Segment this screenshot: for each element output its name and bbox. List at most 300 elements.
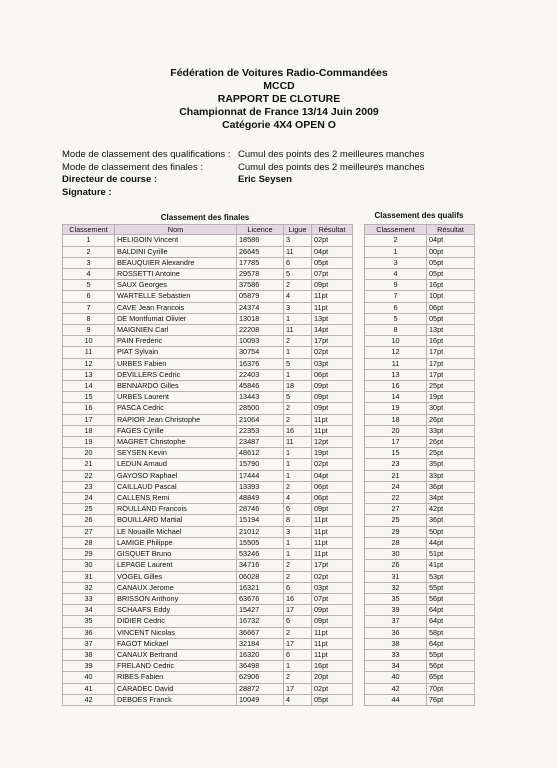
- meta-value: Cumul des points des 2 meilleures manches: [238, 149, 425, 160]
- qualifs-cell: 51pt: [427, 549, 475, 560]
- finals-cell: 16321: [237, 582, 284, 593]
- finals-cell: 20: [63, 448, 115, 459]
- qualifs-cell: 5: [365, 313, 427, 324]
- qualifs-cell: 34pt: [427, 493, 475, 504]
- qualifs-cell: 19pt: [427, 392, 475, 403]
- finals-cell: 53246: [237, 549, 284, 560]
- finals-cell: 36667: [237, 627, 284, 638]
- table-row: [365, 459, 475, 470]
- finals-cell: 05879: [237, 291, 284, 302]
- table-row: [365, 493, 475, 504]
- finals-cell: 1: [284, 448, 312, 459]
- finals-cell: URBES Fabien: [115, 358, 237, 369]
- finals-cell: 11: [63, 347, 115, 358]
- qualifs-cell: 1: [365, 246, 427, 257]
- finals-cell: 8: [63, 313, 115, 324]
- qualifs-cell: 26pt: [427, 414, 475, 425]
- qualifs-cell: 2: [365, 235, 427, 246]
- table-row: [63, 235, 353, 246]
- qualifs-cell: 26: [365, 560, 427, 571]
- finals-cell: 2: [284, 560, 312, 571]
- table-row: [63, 425, 353, 436]
- meta-label: Mode de classement des qualifications :: [62, 149, 231, 160]
- finals-cell: URBES Laurent: [115, 392, 237, 403]
- qualifs-cell: 31: [365, 571, 427, 582]
- finals-cell: RAPIOR Jean Christophe: [115, 414, 237, 425]
- meta-value: Eric Seysen: [238, 174, 292, 185]
- qualifs-cell: 36pt: [427, 515, 475, 526]
- table-row: [63, 414, 353, 425]
- qualifs-cell: 53pt: [427, 571, 475, 582]
- finals-cell: 2: [284, 336, 312, 347]
- finals-cell: PASCA Cedric: [115, 403, 237, 414]
- finals-cell: DIDIER Cedric: [115, 616, 237, 627]
- qualifs-cell: 05pt: [427, 313, 475, 324]
- qualifs-cell: 05pt: [427, 269, 475, 280]
- table-row: [365, 392, 475, 403]
- qualifs-cell: 23: [365, 459, 427, 470]
- finals-cell: 11: [284, 246, 312, 257]
- finals-cell: 07pt: [312, 269, 353, 280]
- finals-cell: 1: [63, 235, 115, 246]
- table-row: [365, 313, 475, 324]
- finals-cell: CANAUX Jerome: [115, 582, 237, 593]
- table-row: [63, 537, 353, 548]
- table-row: [63, 582, 353, 593]
- finals-cell: 11pt: [312, 425, 353, 436]
- finals-cell: CANAUX Bertrand: [115, 649, 237, 660]
- finals-cell: 24374: [237, 302, 284, 313]
- finals-cell: 3: [63, 257, 115, 268]
- table-row: [365, 235, 475, 246]
- qualifs-cell: 15: [365, 448, 427, 459]
- table-row: [365, 425, 475, 436]
- meta-label: Signature :: [62, 186, 112, 198]
- finals-cell: BRISSON Anthony: [115, 593, 237, 604]
- qualifs-cell: 9: [365, 280, 427, 291]
- finals-cell: 11pt: [312, 291, 353, 302]
- finals-caption: Classement des finales: [160, 213, 250, 222]
- finals-cell: ROULLAND Francois: [115, 504, 237, 515]
- finals-cell: 09pt: [312, 403, 353, 414]
- finals-cell: 1: [284, 347, 312, 358]
- race-metadata: [62, 149, 424, 199]
- finals-cell: 45846: [237, 381, 284, 392]
- finals-cell: HELIGOIN Vincent: [115, 235, 237, 246]
- finals-cell: 28872: [237, 683, 284, 694]
- qualifs-cell: 40: [365, 672, 427, 683]
- qualifs-cell: 06pt: [427, 302, 475, 313]
- table-row: [365, 291, 475, 302]
- qualifs-cell: 36: [365, 627, 427, 638]
- table-row: [365, 515, 475, 526]
- finals-cell: 17: [284, 605, 312, 616]
- finals-cell: 11pt: [312, 526, 353, 537]
- finals-cell: 14pt: [312, 325, 353, 336]
- finals-cell: 19: [63, 437, 115, 448]
- finals-cell: 2: [284, 414, 312, 425]
- qualifs-cell: 24: [365, 481, 427, 492]
- qualifs-cell: 19: [365, 403, 427, 414]
- table-row: [63, 493, 353, 504]
- qualifs-cell: 76pt: [427, 694, 475, 705]
- qualifs-caption: Classement des qualifs: [374, 211, 464, 220]
- qualifs-cell: 44: [365, 694, 427, 705]
- finals-cell: 18: [63, 425, 115, 436]
- qualifs-cell: 22: [365, 493, 427, 504]
- table-row: [365, 661, 475, 672]
- finals-cell: LEDUN Arnaud: [115, 459, 237, 470]
- qualifs-cell: 42: [365, 683, 427, 694]
- finals-cell: LEPAGE Laurent: [115, 560, 237, 571]
- finals-cell: 19pt: [312, 448, 353, 459]
- table-row: [365, 537, 475, 548]
- table-row: [63, 403, 353, 414]
- table-row: [63, 683, 353, 694]
- table-row: [63, 672, 353, 683]
- finals-cell: 18586: [237, 235, 284, 246]
- finals-cell: VOGEL Gilles: [115, 571, 237, 582]
- finals-cell: 16: [284, 593, 312, 604]
- meta-row: [62, 174, 424, 187]
- finals-cell: 32184: [237, 638, 284, 649]
- qualifs-cell: 04pt: [427, 235, 475, 246]
- finals-cell: 2: [284, 672, 312, 683]
- finals-cell: 25: [63, 504, 115, 515]
- finals-cell: 2: [284, 571, 312, 582]
- finals-cell: 26645: [237, 246, 284, 257]
- federation-title: Fédération de Voitures Radio-Commandées: [170, 67, 388, 79]
- finals-cell: 09pt: [312, 392, 353, 403]
- finals-cell: 24: [63, 493, 115, 504]
- table-row: [365, 414, 475, 425]
- finals-cell: GAYOSO Raphael: [115, 470, 237, 481]
- qualifs-cell: 70pt: [427, 683, 475, 694]
- finals-cell: 36498: [237, 661, 284, 672]
- finals-cell: 6: [284, 504, 312, 515]
- finals-cell: 14: [63, 381, 115, 392]
- finals-cell: 11pt: [312, 649, 353, 660]
- qualifs-cell: 16pt: [427, 336, 475, 347]
- finals-cell: 17pt: [312, 336, 353, 347]
- finals-cell: 18: [284, 381, 312, 392]
- finals-cell: 15: [63, 392, 115, 403]
- table-row: [63, 560, 353, 571]
- finals-cell: 41: [63, 683, 115, 694]
- table-row: [63, 381, 353, 392]
- table-row: [365, 605, 475, 616]
- finals-cell: 4: [284, 291, 312, 302]
- table-row: [365, 649, 475, 660]
- finals-cell: DE Montfumat Olivier: [115, 313, 237, 324]
- finals-cell: CALLENS Remi: [115, 493, 237, 504]
- finals-cell: 1: [284, 537, 312, 548]
- table-row: [365, 336, 475, 347]
- finals-cell: 2: [284, 481, 312, 492]
- table-row: [63, 302, 353, 313]
- table-row: [365, 358, 475, 369]
- qualifs-cell: 25: [365, 515, 427, 526]
- table-row: [63, 593, 353, 604]
- finals-cell: FRELAND Cedric: [115, 661, 237, 672]
- table-row: [63, 661, 353, 672]
- table-row: [365, 694, 475, 705]
- finals-cell: 17: [284, 638, 312, 649]
- table-row: [63, 470, 353, 481]
- table-row: [365, 280, 475, 291]
- finals-cell: SAUX Georges: [115, 280, 237, 291]
- table-row: [63, 448, 353, 459]
- qualifs-cell: 58pt: [427, 627, 475, 638]
- finals-cell: 6: [284, 582, 312, 593]
- table-row: [365, 481, 475, 492]
- table-row: [63, 694, 353, 705]
- qualifs-cell: 21: [365, 470, 427, 481]
- finals-cell: 21064: [237, 414, 284, 425]
- finals-cell: 22208: [237, 325, 284, 336]
- finals-cell: 2: [284, 627, 312, 638]
- document-header: [0, 66, 558, 132]
- qualifs-cell: 37: [365, 616, 427, 627]
- table-row: [63, 627, 353, 638]
- table-row: [63, 616, 353, 627]
- table-row: [63, 325, 353, 336]
- finals-cell: BOUILLARD Martial: [115, 515, 237, 526]
- finals-cell: 20pt: [312, 672, 353, 683]
- finals-cell: 16: [63, 403, 115, 414]
- finals-cell: 32: [63, 582, 115, 593]
- finals-cell: MAGRET Christophe: [115, 437, 237, 448]
- finals-cell: 10: [63, 336, 115, 347]
- qualifs-cell: 10pt: [427, 291, 475, 302]
- qualifs-column-header: Résultat: [427, 225, 475, 235]
- finals-cell: 6: [284, 257, 312, 268]
- category-title: Catégorie 4X4 OPEN O: [222, 119, 336, 131]
- finals-cell: 17785: [237, 257, 284, 268]
- finals-cell: 13: [63, 369, 115, 380]
- finals-cell: 6: [63, 291, 115, 302]
- qualifs-cell: 65pt: [427, 672, 475, 683]
- finals-cell: DEVILLERS Cedric: [115, 369, 237, 380]
- table-row: [63, 291, 353, 302]
- table-row: [63, 358, 353, 369]
- table-row: [63, 437, 353, 448]
- finals-cell: RIBES Fabien: [115, 672, 237, 683]
- finals-cell: SEYSEN Kevin: [115, 448, 237, 459]
- table-row: [365, 504, 475, 515]
- qualifs-cell: 17pt: [427, 347, 475, 358]
- finals-cell: 13pt: [312, 313, 353, 324]
- table-row: [63, 246, 353, 257]
- finals-cell: 42: [63, 694, 115, 705]
- qualifs-cell: 55pt: [427, 582, 475, 593]
- table-row: [63, 392, 353, 403]
- qualifs-cell: 33pt: [427, 425, 475, 436]
- table-row: [63, 571, 353, 582]
- finals-cell: 30: [63, 560, 115, 571]
- finals-cell: PAIN Frederic: [115, 336, 237, 347]
- finals-cell: CAILLAUD Pascal: [115, 481, 237, 492]
- finals-cell: 03pt: [312, 582, 353, 593]
- qualifs-cell: 34: [365, 661, 427, 672]
- finals-cell: DEBOES Franck: [115, 694, 237, 705]
- finals-column-header: Résultat: [312, 225, 353, 235]
- finals-cell: 3: [284, 302, 312, 313]
- table-row: [63, 649, 353, 660]
- finals-cell: 11pt: [312, 414, 353, 425]
- championship-title: Championnat de France 13/14 Juin 2009: [179, 106, 379, 118]
- qualifs-cell: 3: [365, 257, 427, 268]
- finals-cell: 05pt: [312, 694, 353, 705]
- finals-cell: 02pt: [312, 683, 353, 694]
- meta-label: Directeur de course :: [62, 174, 158, 185]
- club-name: MCCD: [263, 80, 295, 92]
- qualifs-cell: 56pt: [427, 593, 475, 604]
- finals-cell: 16376: [237, 358, 284, 369]
- finals-cell: 21: [63, 459, 115, 470]
- table-row: [63, 638, 353, 649]
- table-row: [365, 325, 475, 336]
- table-row: [365, 593, 475, 604]
- finals-cell: 37586: [237, 280, 284, 291]
- finals-cell: 11pt: [312, 627, 353, 638]
- qualifs-cell: 30pt: [427, 403, 475, 414]
- finals-cell: 1: [284, 549, 312, 560]
- finals-cell: 11: [284, 437, 312, 448]
- qualifs-cell: 64pt: [427, 605, 475, 616]
- finals-cell: FAGOT Mickael: [115, 638, 237, 649]
- qualifs-cell: 41pt: [427, 560, 475, 571]
- table-row: [63, 369, 353, 380]
- finals-cell: PIAT Sylvain: [115, 347, 237, 358]
- meta-label: Mode de classement des finales :: [62, 161, 203, 173]
- finals-cell: 09pt: [312, 605, 353, 616]
- finals-cell: 33: [63, 593, 115, 604]
- table-row: [365, 549, 475, 560]
- finals-cell: 16: [284, 425, 312, 436]
- finals-cell: 02pt: [312, 235, 353, 246]
- finals-cell: 03pt: [312, 358, 353, 369]
- finals-cell: 34: [63, 605, 115, 616]
- finals-cell: 23487: [237, 437, 284, 448]
- qualifs-table: [364, 224, 475, 706]
- table-row: [63, 605, 353, 616]
- table-row: [63, 459, 353, 470]
- qualifs-cell: 33pt: [427, 470, 475, 481]
- finals-cell: 07pt: [312, 593, 353, 604]
- finals-cell: 62906: [237, 672, 284, 683]
- table-row: [365, 672, 475, 683]
- finals-cell: 12: [63, 358, 115, 369]
- finals-cell: 9: [63, 325, 115, 336]
- qualifs-cell: 13pt: [427, 325, 475, 336]
- finals-cell: 09pt: [312, 280, 353, 291]
- qualifs-cell: 32: [365, 582, 427, 593]
- qualifs-cell: 27: [365, 504, 427, 515]
- qualifs-cell: 28: [365, 537, 427, 548]
- finals-cell: 26: [63, 515, 115, 526]
- finals-cell: 16pt: [312, 661, 353, 672]
- report-title: RAPPORT DE CLOTURE: [217, 93, 341, 105]
- finals-cell: 1: [284, 369, 312, 380]
- finals-cell: 4: [284, 694, 312, 705]
- qualifs-cell: 16pt: [427, 280, 475, 291]
- finals-cell: 5: [284, 358, 312, 369]
- meta-row: [62, 149, 424, 162]
- finals-cell: 13443: [237, 392, 284, 403]
- finals-cell: 4: [284, 493, 312, 504]
- finals-cell: 48849: [237, 493, 284, 504]
- finals-cell: LE Nouaille Michael: [115, 526, 237, 537]
- finals-cell: CARADEC David: [115, 683, 237, 694]
- finals-cell: BALDINI Cyrille: [115, 246, 237, 257]
- finals-cell: 7: [63, 302, 115, 313]
- finals-cell: 06028: [237, 571, 284, 582]
- table-row: [365, 526, 475, 537]
- table-row: [365, 470, 475, 481]
- finals-cell: 37: [63, 638, 115, 649]
- finals-cell: 10093: [237, 336, 284, 347]
- finals-cell: 04pt: [312, 246, 353, 257]
- finals-cell: 2: [284, 280, 312, 291]
- finals-cell: 31: [63, 571, 115, 582]
- finals-column-header: Licence: [237, 225, 284, 235]
- finals-cell: 39: [63, 661, 115, 672]
- finals-cell: 29: [63, 549, 115, 560]
- finals-cell: 29578: [237, 269, 284, 280]
- table-row: [365, 627, 475, 638]
- qualifs-cell: 18: [365, 414, 427, 425]
- finals-cell: CAVE Jean Francois: [115, 302, 237, 313]
- qualifs-cell: 17pt: [427, 369, 475, 380]
- finals-cell: 28746: [237, 504, 284, 515]
- finals-cell: 8: [284, 515, 312, 526]
- finals-cell: 1: [284, 459, 312, 470]
- qualifs-cell: 17pt: [427, 358, 475, 369]
- finals-cell: 17444: [237, 470, 284, 481]
- finals-cell: BENNARDO Gilles: [115, 381, 237, 392]
- finals-cell: 1: [284, 661, 312, 672]
- finals-column-header: Ligue: [284, 225, 312, 235]
- qualifs-cell: 11: [365, 358, 427, 369]
- finals-cell: FAGES Cyrille: [115, 425, 237, 436]
- finals-cell: 3: [284, 526, 312, 537]
- table-row: [63, 347, 353, 358]
- finals-cell: 3: [284, 235, 312, 246]
- finals-cell: 15505: [237, 537, 284, 548]
- finals-cell: 09pt: [312, 504, 353, 515]
- finals-cell: 1: [284, 470, 312, 481]
- finals-cell: 15427: [237, 605, 284, 616]
- finals-cell: 23: [63, 481, 115, 492]
- finals-cell: 05pt: [312, 257, 353, 268]
- qualifs-cell: 35: [365, 593, 427, 604]
- finals-cell: 4: [63, 269, 115, 280]
- qualifs-cell: 42pt: [427, 504, 475, 515]
- table-row: [365, 257, 475, 268]
- finals-cell: 28: [63, 537, 115, 548]
- table-row: [63, 481, 353, 492]
- meta-value: Cumul des points des 2 meilleures manches: [238, 161, 425, 173]
- finals-cell: 02pt: [312, 571, 353, 582]
- finals-cell: GISQUET Bruno: [115, 549, 237, 560]
- table-row: [365, 616, 475, 627]
- qualifs-cell: 64pt: [427, 616, 475, 627]
- finals-cell: 06pt: [312, 369, 353, 380]
- finals-cell: 63676: [237, 593, 284, 604]
- table-row: [365, 683, 475, 694]
- table-row: [63, 336, 353, 347]
